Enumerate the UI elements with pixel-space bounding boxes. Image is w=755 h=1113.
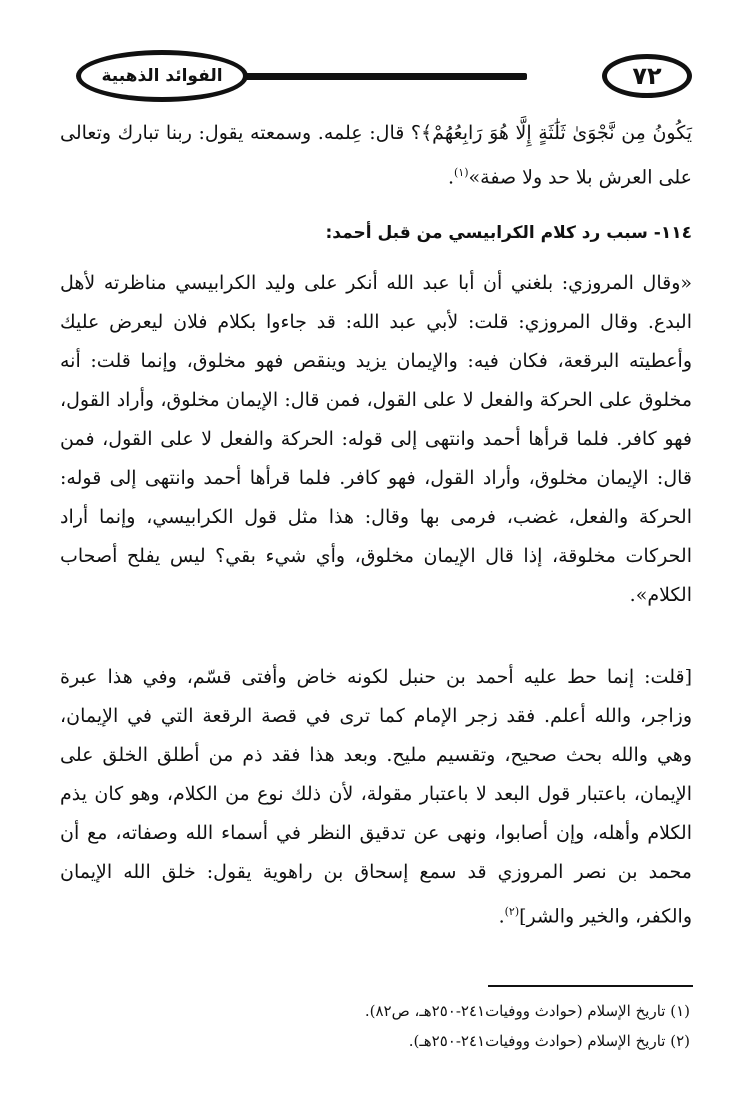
footnote-1: (١) تاريخ الإسلام (حوادث ووفيات٢٤١-٢٥٠هـ، ص٨٢). <box>364 1002 690 1020</box>
page-number: ٧٢ <box>602 54 692 98</box>
footnote-ref-1: (١) <box>454 166 469 179</box>
section-heading: ١١٤- سبب رد كلام الكرابيسي من قبل أحمد: <box>325 223 692 243</box>
footnote-divider <box>488 985 693 987</box>
page-header <box>52 48 692 110</box>
footnotes <box>60 996 690 1056</box>
paragraph-2: «وقال المروزي: بلغني أن أبا عبد الله أنكر على وليد الكرابيسي مناظرته لأهل البدع. وقال المروزي: قلت: لأبي عبد الله: قد جاءوا بكلام فلان ليعرض عليك وأعطيته البرقعة، فكان فيه: والإيمان يزيد وينقص فهو مخلوق، وإنما قلت: أنه مخلوق على الحركة والفعل لا على القول، فمن قال: الإيمان مخلوق، وأراد القول، فهو كافر. فلما قرأها أحمد وانتهى إلى قوله: الحركة والفعل لا على القول، فمن قال: الإيمان مخلوق، وأراد القول، فهو كافر. فلما قرأها أحمد وانتهى إلى قوله: الحركة والفعل، غضب، فرمى بها وقال: هذا مثل قول الكرابيسي، وإنما أراد الحركات مخلوقة، إذا قال الإيمان مخلوق، وأي شيء بقي؟ ليس يفلح أصحاب الكلام». <box>60 272 692 606</box>
footnote-2: (٢) تاريخ الإسلام (حوادث ووفيات٢٤١-٢٥٠هـ). <box>408 1032 690 1050</box>
paragraph-1-text: يَكُونُ مِن نَّجْوَىٰ ثَلَٰثَةٍ إِلَّا هُوَ رَابِعُهُمْ﴾؟ قال: عِلمه. وسمعته يقول: ربنا تبارك وتعالى على العرش بلا حد ولا صفة» <box>60 122 692 189</box>
paragraph-3-text: [قلت: إنما حط عليه أحمد بن حنبل لكونه خاض وأفتى قسّم، وفي هذا عبرة وزاجر، والله أعلم. فقد زجر الإمام كما ترى في قصة الرقعة التي في الإيمان، وهي والله بحث صحيح، وتقسيم مليح. وبعد هذا فقد ذم من أطلق الخلق على الإيمان، باعتبار قول البعد لا باعتبار مقولة، لأن ذلك نوع من الكلام، وهو كان يذم الكلام وأهله، وإن أصابوا، ونهى عن تدقيق النظر في أسماء الله وصفاته، مع أن محمد بن نصر المروزي قد سمع إسحاق بن راهوية يقول: خلق الله الإيمان والكفر، والخير والشر] <box>60 666 692 928</box>
book-title: الفوائد الذهبية <box>76 50 248 102</box>
footnote-ref-2: (٢) <box>504 905 520 918</box>
paragraph-3: [قلت: إنما حط عليه أحمد بن حنبل لكونه خاض وأفتى قسّم، وفي هذا عبرة وزاجر، والله أعلم. فقد زجر الإمام كما ترى في قصة الرقعة التي في الإيمان، وهي والله بحث صحيح، وتقسيم مليح. وبعد هذا فقد ذم من أطلق الخلق على الإيمان، باعتبار قول البعد لا باعتبار مقولة، لأن ذلك نوع من الكلام، وهو كان يذم الكلام وأهله، وإن أصابوا، ونهى عن تدقيق النظر في أسماء الله وصفاته، مع أن محمد بن نصر المروزي قد سمع إسحاق بن راهوية يقول: خلق الله الإيمان والكفر، والخير والشر]$^{(٢)}$. <box>60 666 692 928</box>
paragraph-1: يَكُونُ مِن نَّجْوَىٰ ثَلَٰثَةٍ إِلَّا هُوَ رَابِعُهُمْ﴾؟ قال: عِلمه. وسمعته يقول: ربنا تبارك وتعالى على العرش بلا حد ولا صفة»$^{(١)}$. <box>60 122 692 189</box>
